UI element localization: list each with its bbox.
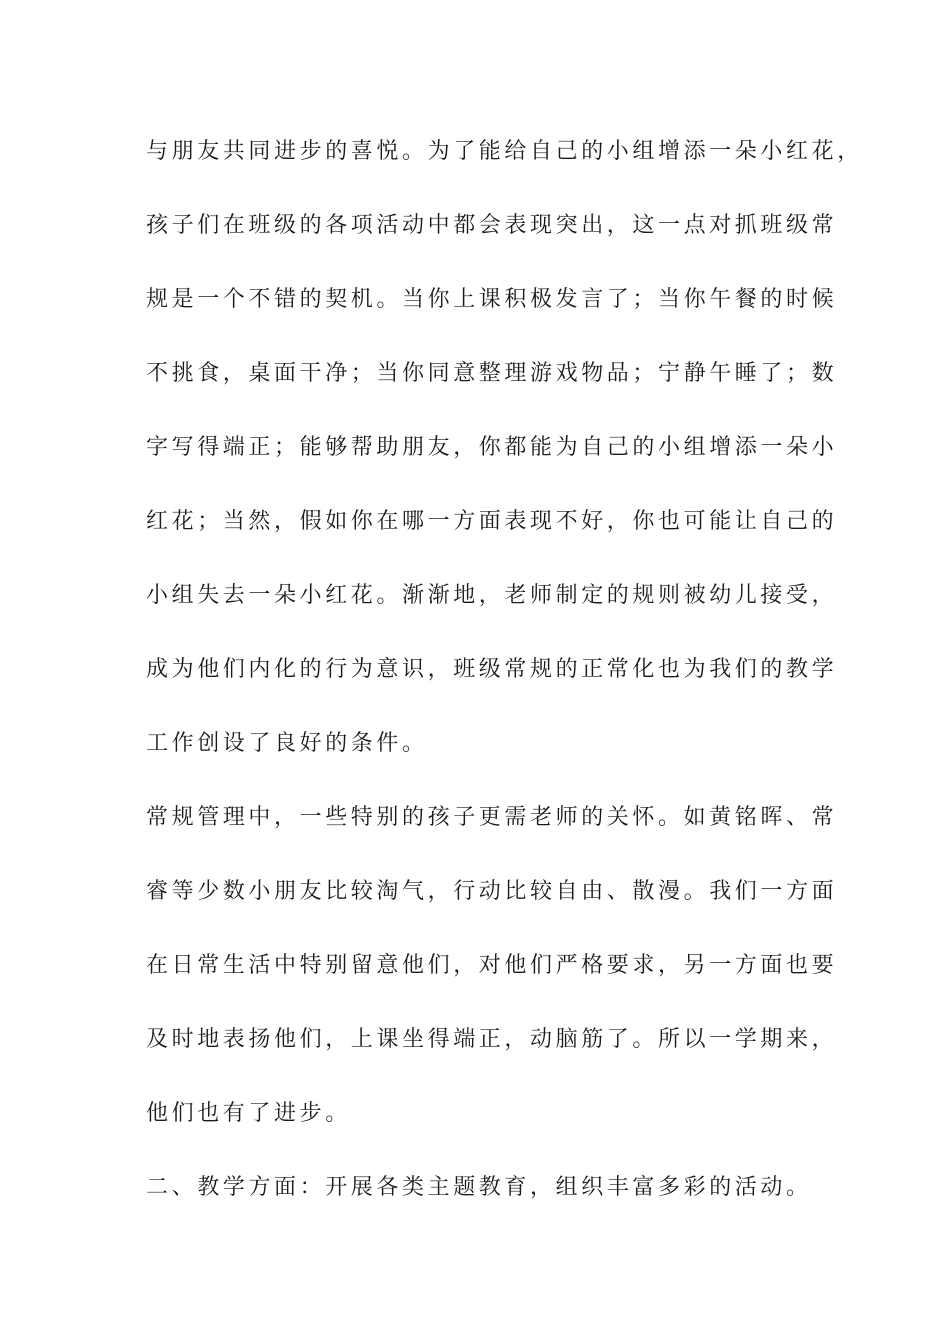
text-line: 常规管理中，一些特别的孩子更需老师的关怀。如黄铭晖、常	[146, 805, 838, 830]
text-line: 在日常生活中特别留意他们，对他们严格要求，另一方面也要	[146, 953, 838, 978]
text-line: 睿等少数小朋友比较淘气，行动比较自由、散漫。我们一方面	[146, 879, 838, 904]
text-line: 规是一个不错的契机。当你上课积极发言了；当你午餐的时候	[146, 287, 838, 312]
section-heading: 二、教学方面：开展各类主题教育，组织丰富多彩的活动。	[146, 1175, 812, 1200]
text-line: 不挑食，桌面干净；当你同意整理游戏物品；宁静午睡了；数	[146, 361, 838, 386]
text-line: 红花；当然，假如你在哪一方面表现不好，你也可能让自己的	[146, 509, 838, 534]
text-line: 字写得端正；能够帮助朋友，你都能为自己的小组增添一朵小	[146, 435, 838, 460]
text-line: 工作创设了良好的条件。	[146, 731, 428, 756]
text-line: 小组失去一朵小红花。渐渐地，老师制定的规则被幼儿接受，	[146, 583, 838, 608]
text-line: 他们也有了进步。	[146, 1101, 351, 1126]
text-line: 成为他们内化的行为意识，班级常规的正常化也为我们的教学	[146, 657, 838, 682]
text-line: 与朋友共同进步的喜悦。为了能给自己的小组增添一朵小红花，	[146, 139, 863, 164]
text-line: 孩子们在班级的各项活动中都会表现突出，这一点对抓班级常	[146, 213, 838, 238]
document-body	[146, 130, 863, 1240]
text-line: 及时地表扬他们，上课坐得端正，动脑筋了。所以一学期来，	[146, 1027, 838, 1052]
